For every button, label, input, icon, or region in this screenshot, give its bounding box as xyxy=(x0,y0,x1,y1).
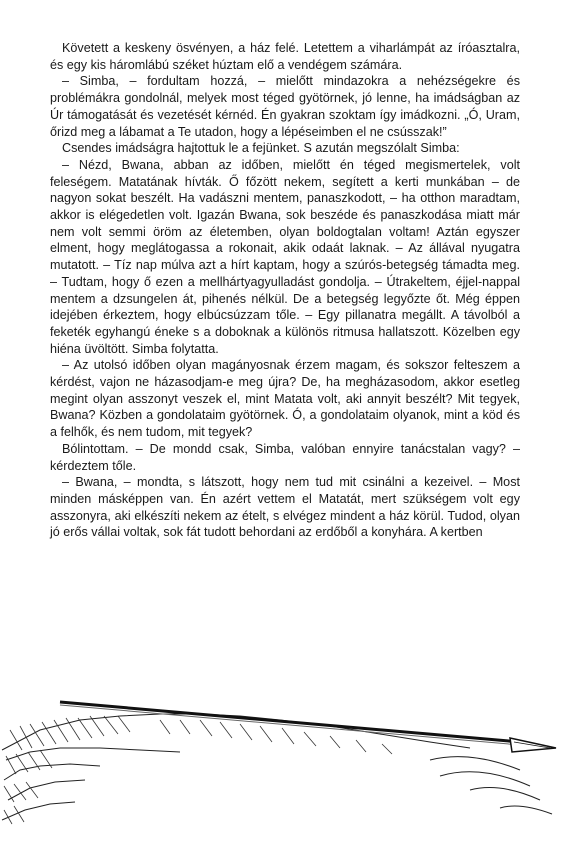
paragraph: Bólintottam. – De mondd csak, Simba, valóban ennyire tanácstalan vagy? – kérdeztem tőle. xyxy=(50,441,520,473)
paragraph: – Az utolsó időben olyan magányosnak érzem magam, és sokszor felteszem a kérdést, vajon ne házasodjam-e meg újra? De, ha megházasodom, akkor esetleg megint olyan asszonyt veszek el, mint Matata volt, aki annyit beszélt? Mit tegyek, Bwana? Közben a gondolataim gyötörnek. Ó, a gondolataim olyanok, mint a köd és a felhők, és nem tudom, mit tegyek? xyxy=(50,358,520,440)
paragraph: – Simba, – fordultam hozzá, – mielőtt mindazokra a nehézségekre és problémákra gondolnál, melyek most téged gyötörnek, jó lenne, ha imádságban az Úr támogatását és vezetését kérnéd. Én gyakran szoktam így imádkozni. „Ó, Uram, őrizd meg a lábamat a Te utadon, hogy a lépéseimben el ne csússzak!” xyxy=(50,74,520,139)
paragraph: – Nézd, Bwana, abban az időben, mielőtt én téged megismertelek, volt feleségem. Matatának hívták. Ő főzött nekem, segített a kerti munkában – de nagyon sokat beszélt. Ha vadászni mentem, panaszkodott, – ha otthon maradtam, akkor is elégedetlen volt. Igazán Bwana, sok beszéde és panaszkodása miatt már nem volt semmi öröm az életemben, olyan boldogtalan voltam! Aztán egyszer elment, hogy meglátogassa a rokonait, akik odaát laknak. – Az állával nyugatra mutatott. – Tíz nap múlva azt a hírt kaptam, hogy a szúrós-betegség támadta meg. – Tudtam, hogy ő ezen a mellhártyagyulladást gondolja. – Útrakeltem, éjjel-nappal mentem a dzsungelen át, pihenés nélkül. De a betegség legyőzte őt. Még éppen idejében érkeztem, hogy elbúcsúzzam tőle. – Egy pillanatra megállt. A távolból a feketék egyhangú éneke s a doboknak a különös ritmusa hallatszott. Közelben egy hiéna üvöltött. Simba folytatta. xyxy=(50,157,520,356)
paragraph: Követett a keskeny ösvényen, a ház felé. Letettem a viharlámpát az íróasztalra, és egy kis háromlábú széket húztam elő a vendégem számára. xyxy=(50,41,520,72)
body-text xyxy=(50,40,520,541)
paragraph: – Bwana, – mondta, s látszott, hogy nem tud mit csinálni a kezeivel. – Most minden másképpen van. Én azért vettem el Matatát, mert szükségem volt egy asszonyra, aki elkészíti nekem az ételt, s elvégez mindent a ház körül. Tudod, olyan jó erős vállai voltak, sok fát tudott behordani az erdőből a konyhára. A kertben xyxy=(50,475,520,540)
paragraph: Csendes imádságra hajtottuk le a fejünket. S azután megszólalt Simba: xyxy=(62,141,460,156)
spear-illustration xyxy=(0,690,563,859)
